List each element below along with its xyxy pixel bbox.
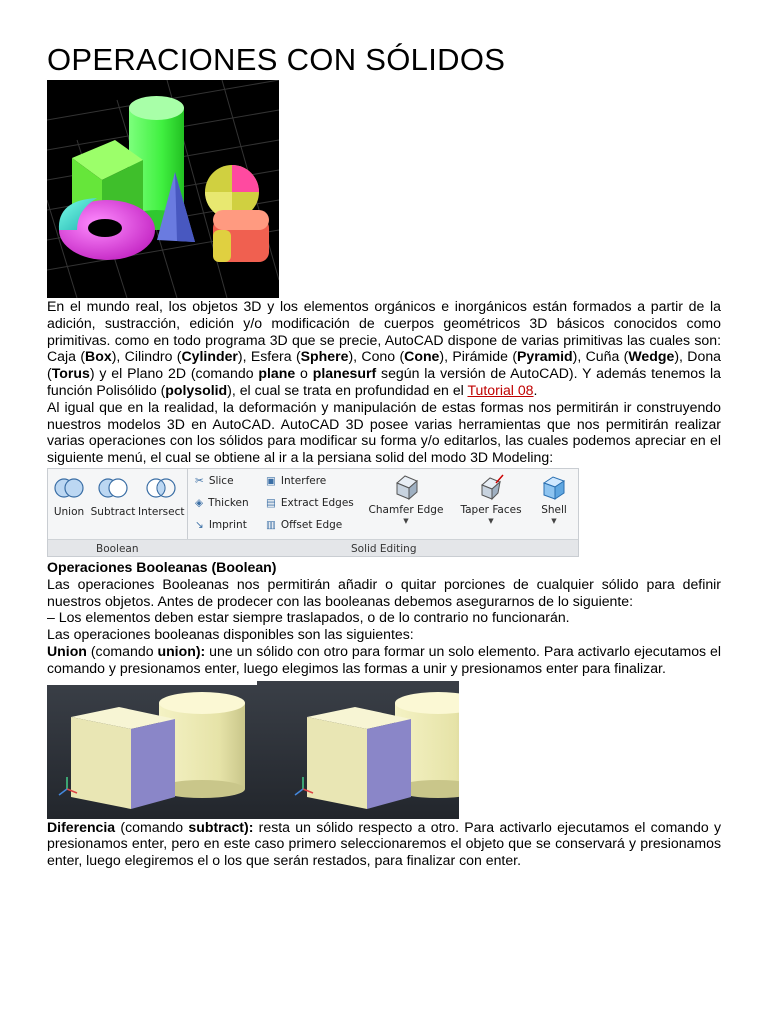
taper-faces-button[interactable]: Taper Faces ▼ <box>456 473 526 525</box>
union-example-image <box>47 681 459 819</box>
chevron-down-icon: ▼ <box>551 516 557 525</box>
shell-button[interactable]: Shell ▼ <box>532 473 576 525</box>
intro-paragraph: En el mundo real, los objetos 3D y los elementos orgánicos e inorgánicos están formados a partir de la adición, sustracción, edición y/o modificación de cuerpos geométricos 3D básicos conocidos como primitivas. como en todo programa 3D que se precie, AutoCAD dispone de varias primitivas las cuales son: Caja (Box), Cilindro (Cylinder), Esfera (Sphere), Cono (Cone), Pirámide (Pyramid), Cuña (Wedge), Dona (Torus) y el Plano 2D (comando plane o planesurf según la versión de AutoCAD). Y además tenemos la función Polisólido (polysolid), el cual se trata en profundidad en el Tutorial 08. <box>47 298 721 398</box>
union-paragraph: Union (comando union): une un sólido con otro para formar un solo elemento. Para activarlo ejecutamos el comando y presionamos enter, luego elegimos las formas a unir y presionamos enter para finalizar. <box>47 642 721 676</box>
intersect-button[interactable]: Intersect <box>138 477 184 518</box>
chamfer-edge-icon <box>391 473 421 501</box>
boolean-list-intro: Las operaciones booleanas disponibles son las siguientes: <box>47 626 414 643</box>
slice-button[interactable]: ✂ Slice <box>195 474 234 487</box>
boolean-intro-paragraph: Las operaciones Booleanas nos permitirán añadir o quitar porciones de cualquier sólido para definir nuestros objetos. Antes de prodecer con las booleanas debemos asegurarnos de lo siguiente: <box>47 575 721 609</box>
difference-paragraph: Diferencia (comando subtract): resta un sólido respecto a otro. Para activarlo ejecutamos el comando y presionamos enter, pero en este caso primero seleccionaremos el objeto que se conservará y presionamos enter, luego elegiremos el o los que serán restados, para finalizar con enter. <box>47 818 721 869</box>
subtract-button[interactable]: Subtract <box>90 477 136 518</box>
thicken-icon: ◈ <box>195 496 204 509</box>
document-page <box>47 40 721 869</box>
boolean-bullet: – Los elementos deben estar siempre traslapados, o de lo contrario no funcionarán. <box>47 609 570 626</box>
boolean-heading: Operaciones Booleanas (Boolean) <box>47 558 277 575</box>
solid-ribbon-panel <box>47 468 579 557</box>
extract-edges-icon: ▤ <box>266 496 276 509</box>
intro-paragraph-2: Al igual que en la realidad, la deformación y manipulación de estas formas nos permitirán ir construyendo nuestros modelos 3D en AutoCAD. AutoCAD 3D posee varias herramientas que nos permitirán realizar varias operaciones con los sólidos para modificar su forma y/o editarlos, las cuales podemos apreciar en el siguiente menú, el cual se obtiene al ir a la persiana solid del modo 3D Modeling: <box>47 398 721 466</box>
primitives-render-image <box>47 80 279 298</box>
offset-edge-icon: ▥ <box>266 518 276 531</box>
tutorial-08-link[interactable]: Tutorial 08 <box>467 381 534 398</box>
subtract-icon <box>97 477 129 499</box>
offset-edge-button[interactable]: ▥ Offset Edge <box>266 518 343 531</box>
union-icon <box>53 477 85 499</box>
thicken-button[interactable]: ◈ Thicken <box>195 496 249 509</box>
chevron-down-icon: ▼ <box>403 516 409 525</box>
page-title: OPERACIONES CON SÓLIDOS <box>47 42 506 77</box>
imprint-button[interactable]: ↘ Imprint <box>195 518 247 531</box>
chamfer-edge-button[interactable]: Chamfer Edge ▼ <box>366 473 446 525</box>
slice-icon: ✂ <box>195 474 204 487</box>
chevron-down-icon: ▼ <box>488 516 494 525</box>
intersect-icon <box>145 477 177 499</box>
interfere-icon: ▣ <box>266 474 276 487</box>
taper-faces-icon <box>476 473 506 501</box>
extract-edges-button[interactable]: ▤ Extract Edges <box>266 496 354 509</box>
shell-icon <box>539 473 569 501</box>
imprint-icon: ↘ <box>195 518 204 531</box>
solid-editing-group-label: Solid Editing <box>351 542 417 555</box>
interfere-button[interactable]: ▣ Interfere <box>266 474 327 487</box>
boolean-group-label: Boolean <box>96 542 139 555</box>
union-button[interactable]: Union <box>52 477 86 518</box>
